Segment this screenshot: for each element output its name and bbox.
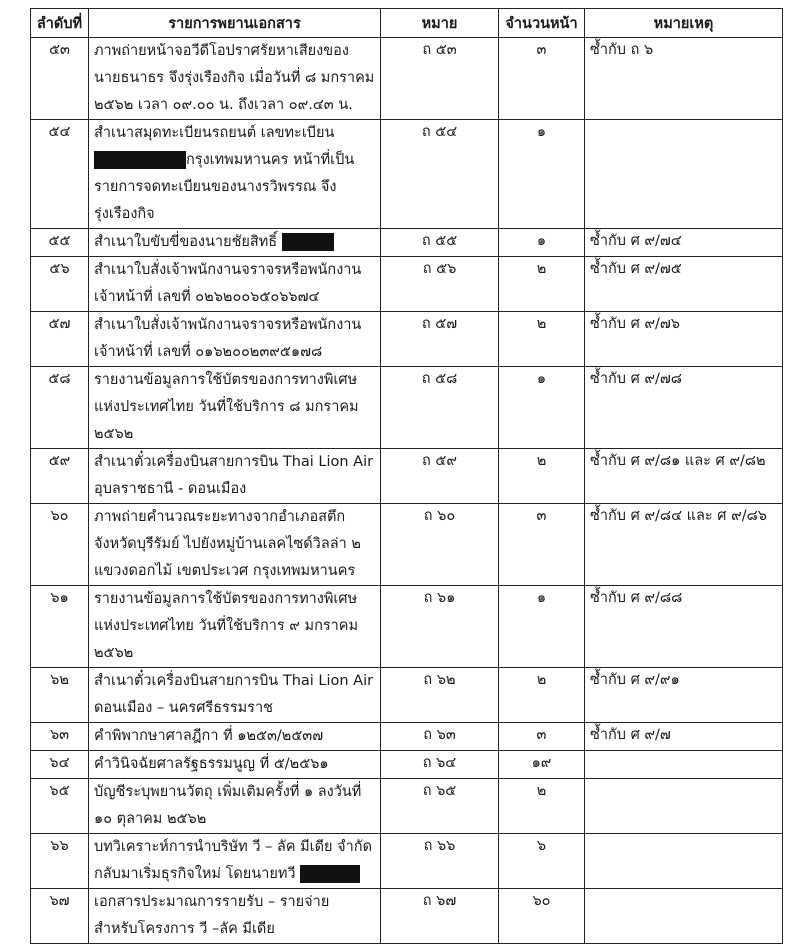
table-row: [31, 751, 783, 779]
row-note: ซ้ำกับ ศ ๙/๗๘: [585, 367, 783, 449]
row-item: [89, 723, 381, 751]
item-line: เอกสารประมาณการรายรับ – รายจ่าย: [94, 894, 330, 910]
row-pages: ๒: [499, 257, 585, 312]
item-line: คำพิพากษาศาลฎีกา ที่ ๑๒๕๓/๒๕๓๗: [94, 728, 324, 744]
table-row: [31, 834, 783, 889]
item-line: ดอนเมือง – นครศรีธรรมราช: [94, 700, 273, 716]
item-line: รายการจดทะเบียนของนางรวิพรรณ จึง: [94, 179, 337, 195]
header-note: หมายเหตุ: [585, 9, 783, 38]
row-item: [89, 834, 381, 889]
table-header-row: [31, 9, 783, 38]
row-no: ๕๓: [31, 38, 89, 120]
item-line: รุ่งเรืองกิจ: [94, 206, 155, 222]
header-no: ลำดับที่: [31, 9, 89, 38]
table-row: [31, 38, 783, 120]
row-item: [89, 120, 381, 229]
row-note: [585, 889, 783, 944]
row-note: ซ้ำกับ ศ ๙/๗๔: [585, 229, 783, 257]
item-line: คำวินิจฉัยศาลรัฐธรรมนูญ ที่ ๕/๒๕๖๑: [94, 756, 329, 772]
row-no: ๖๓: [31, 723, 89, 751]
table-row: [31, 668, 783, 723]
table-row: [31, 779, 783, 834]
row-pages: ๑๙: [499, 751, 585, 779]
item-line: บทวิเคราะห์การนำบริษัท วี – ลัค มีเดีย จำกัด: [94, 839, 372, 855]
row-pages: ๑: [499, 367, 585, 449]
item-line: จังหวัดบุรีรัมย์ ไปยังหมู่บ้านเลคไซด์วิลล่า ๒: [94, 536, 361, 552]
item-line: สำเนาใบสั่งเจ้าพนักงานจราจรหรือพนักงาน: [94, 262, 362, 278]
row-mark: ถ ๖๑: [381, 586, 499, 668]
redaction-box: [282, 233, 334, 251]
row-mark: ถ ๖๖: [381, 834, 499, 889]
item-line: เจ้าหน้าที่ เลขที่ ๐๒๖๒๐๐๖๕๐๖๖๗๔: [94, 289, 320, 305]
row-no: ๖๒: [31, 668, 89, 723]
row-item: [89, 668, 381, 723]
row-item: [89, 889, 381, 944]
item-line-redacted: [94, 229, 375, 256]
row-mark: ถ ๕๙: [381, 449, 499, 504]
row-pages: ๑: [499, 229, 585, 257]
row-mark: ถ ๖๐: [381, 504, 499, 586]
row-mark: ถ ๖๕: [381, 779, 499, 834]
row-item: [89, 257, 381, 312]
row-item: [89, 312, 381, 367]
table-row: [31, 586, 783, 668]
item-line: แห่งประเทศไทย วันที่ใช้บริการ ๘ มกราคม: [94, 399, 359, 415]
item-line-text: กลับมาเริ่มธุรกิจใหม่ โดยนายทวี: [94, 866, 296, 882]
item-line-text: กรุงเทพมหานคร หน้าที่เป็น: [186, 152, 355, 168]
row-item: [89, 38, 381, 120]
item-line: สำเนาสมุดทะเบียนรถยนต์ เลขทะเบียน: [94, 125, 335, 141]
table-row: [31, 257, 783, 312]
row-note: [585, 779, 783, 834]
row-mark: ถ ๖๓: [381, 723, 499, 751]
table-row: [31, 723, 783, 751]
header-mark: หมาย: [381, 9, 499, 38]
row-no: ๕๙: [31, 449, 89, 504]
row-no: ๖๑: [31, 586, 89, 668]
row-mark: ถ ๕๗: [381, 312, 499, 367]
row-mark: ถ ๕๘: [381, 367, 499, 449]
item-line: ๒๕๖๒: [94, 426, 134, 442]
row-pages: ๓: [499, 38, 585, 120]
row-item: [89, 367, 381, 449]
item-line-text: สำเนาใบขับขี่ของนายชัยสิทธิ์: [94, 234, 278, 250]
item-line: สำหรับโครงการ วี –ลัค มีเดีย: [94, 921, 275, 937]
table-row: [31, 120, 783, 229]
row-no: ๕๖: [31, 257, 89, 312]
row-pages: ๖๐: [499, 889, 585, 944]
item-line: สำเนาใบสั่งเจ้าพนักงานจราจรหรือพนักงาน: [94, 317, 362, 333]
table-row: [31, 449, 783, 504]
item-line: ๒๕๖๒ เวลา ๐๙.๐๐ น. ถึงเวลา ๐๙.๔๓ น.: [94, 97, 353, 113]
item-line: บัญชีระบุพยานวัตถุ เพิ่มเติมครั้งที่ ๑ ลงวันที่: [94, 784, 362, 800]
item-line: ภาพถ่ายคำนวณระยะทางจากอำเภอสตึก: [94, 509, 346, 525]
redaction-box: [94, 151, 186, 169]
row-mark: ถ ๖๗: [381, 889, 499, 944]
item-line: ภาพถ่ายหน้าจอวีดีโอปราศรัยหาเสียงของ: [94, 43, 349, 59]
item-line: ๑๐ ตุลาคม ๒๕๖๒: [94, 811, 207, 827]
redaction-box: [300, 865, 360, 883]
evidence-table: [30, 8, 783, 944]
item-line-redacted: [94, 147, 375, 174]
table-row: [31, 312, 783, 367]
row-no: ๖๔: [31, 751, 89, 779]
row-mark: ถ ๕๕: [381, 229, 499, 257]
row-mark: ถ ๖๒: [381, 668, 499, 723]
row-note: ซ้ำกับ ศ ๙/๗๖: [585, 312, 783, 367]
row-note: ซ้ำกับ ศ ๙/๗: [585, 723, 783, 751]
header-item: รายการพยานเอกสาร: [89, 9, 381, 38]
table-row: [31, 229, 783, 257]
row-note: ซ้ำกับ ศ ๙/๘๘: [585, 586, 783, 668]
row-item: [89, 449, 381, 504]
row-pages: ๖: [499, 834, 585, 889]
row-pages: ๓: [499, 723, 585, 751]
row-item: [89, 504, 381, 586]
row-pages: ๑: [499, 586, 585, 668]
row-note: ซ้ำกับ ศ ๙/๙๑: [585, 668, 783, 723]
row-pages: ๒: [499, 779, 585, 834]
row-pages: ๑: [499, 120, 585, 229]
item-line: สำเนาตั๋วเครื่องบินสายการบิน Thai Lion Air: [94, 673, 374, 689]
table-row: [31, 504, 783, 586]
table-row: [31, 367, 783, 449]
item-line-redacted: [94, 861, 375, 888]
item-line: เจ้าหน้าที่ เลขที่ ๐๑๖๒๐๐๒๓๙๕๑๗๘: [94, 344, 323, 360]
row-item: [89, 229, 381, 257]
row-no: ๕๔: [31, 120, 89, 229]
item-line: นายธนาธร จึงรุ่งเรืองกิจ เมื่อวันที่ ๘ มกราคม: [94, 70, 375, 86]
header-pages: จำนวนหน้า: [499, 9, 585, 38]
table-row: [31, 889, 783, 944]
row-mark: ถ ๕๔: [381, 120, 499, 229]
row-pages: ๒: [499, 668, 585, 723]
item-line: แขวงดอกไม้ เขตประเวศ กรุงเทพมหานคร: [94, 563, 356, 579]
row-no: ๖๗: [31, 889, 89, 944]
row-no: ๕๘: [31, 367, 89, 449]
item-line: รายงานข้อมูลการใช้บัตรของการทางพิเศษ: [94, 372, 358, 388]
row-no: ๖๐: [31, 504, 89, 586]
row-no: ๕๗: [31, 312, 89, 367]
row-item: [89, 586, 381, 668]
row-pages: ๒: [499, 449, 585, 504]
row-no: ๖๖: [31, 834, 89, 889]
row-note: [585, 120, 783, 229]
row-pages: ๓: [499, 504, 585, 586]
item-line: รายงานข้อมูลการใช้บัตรของการทางพิเศษ: [94, 591, 358, 607]
row-pages: ๒: [499, 312, 585, 367]
row-note: [585, 834, 783, 889]
row-item: [89, 751, 381, 779]
row-note: ซ้ำกับ ศ ๙/๘๔ และ ศ ๙/๘๖: [585, 504, 783, 586]
item-line: สำเนาตั๋วเครื่องบินสายการบิน Thai Lion Air: [94, 454, 374, 470]
row-mark: ถ ๕๓: [381, 38, 499, 120]
row-no: ๕๕: [31, 229, 89, 257]
item-line: แห่งประเทศไทย วันที่ใช้บริการ ๙ มกราคม: [94, 618, 359, 634]
row-note: ซ้ำกับ ศ ๙/๘๑ และ ศ ๙/๘๒: [585, 449, 783, 504]
row-mark: ถ ๕๖: [381, 257, 499, 312]
row-note: ซ้ำกับ ศ ๙/๗๕: [585, 257, 783, 312]
item-line: อุบลราชธานี - ดอนเมือง: [94, 481, 247, 497]
row-mark: ถ ๖๔: [381, 751, 499, 779]
row-item: [89, 779, 381, 834]
row-note: [585, 751, 783, 779]
row-note: ซ้ำกับ ถ ๖: [585, 38, 783, 120]
item-line: ๒๕๖๒: [94, 645, 134, 661]
row-no: ๖๕: [31, 779, 89, 834]
